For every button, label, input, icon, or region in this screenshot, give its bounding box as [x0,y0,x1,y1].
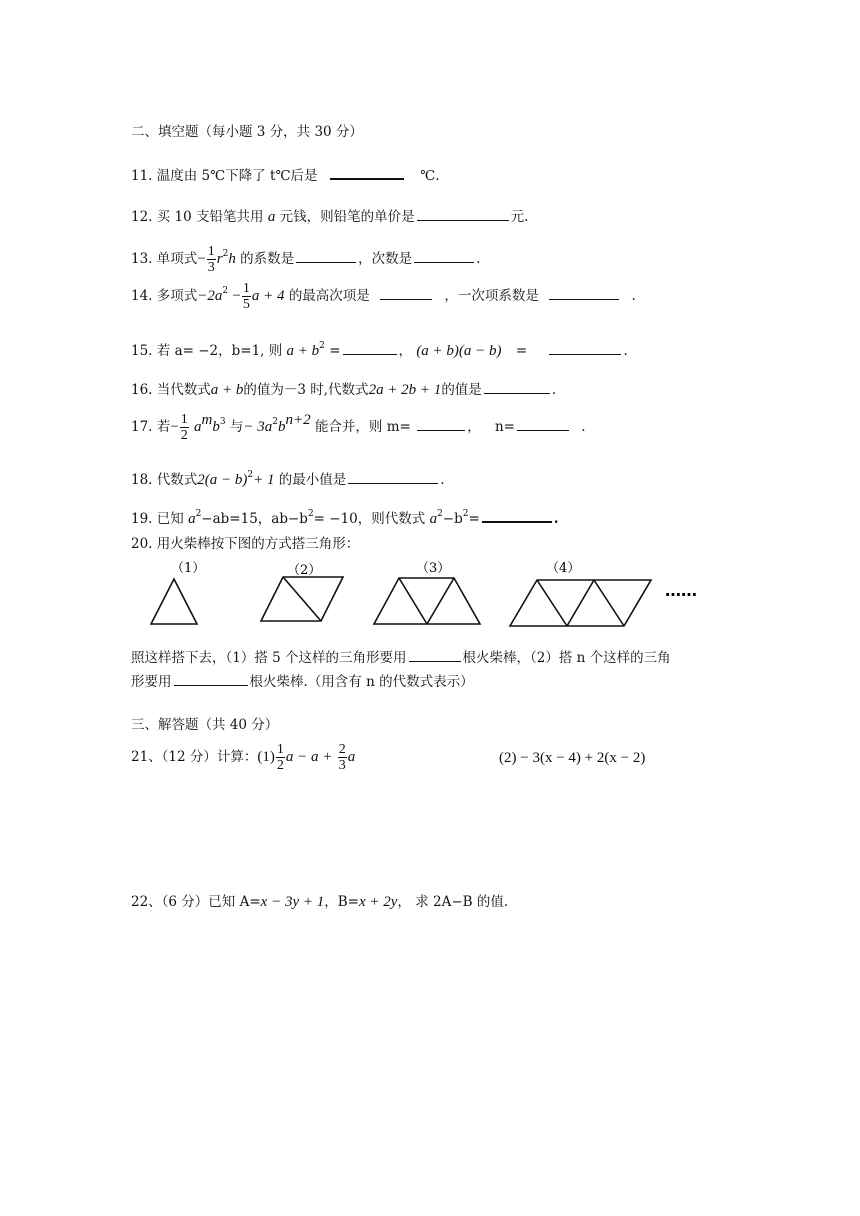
q14-exp: 2 [222,286,229,296]
q18-exp: 2 [247,470,254,480]
matchstick-triangles-figure [140,560,720,630]
q17-den: 2 [180,428,188,443]
q11-unit: ℃. [420,168,440,184]
q17-t1e: m [201,412,213,428]
q22-expr-a: x − 3y + 1 [260,894,325,910]
q19-t1: a [188,511,196,527]
q21-num-2: 2 [338,742,346,757]
q17-t2b: b [278,419,286,435]
q18-text: 18. 代数式 [131,472,198,488]
q19-t1e: 2 [195,509,202,519]
question-19 [131,505,559,528]
q21-den-2: 3 [338,758,346,773]
q13-num: 1 [207,244,215,259]
q12-var: a [267,209,276,225]
question-17 [131,411,586,443]
q18-expr: 2(a − b) [197,472,248,488]
q17-end: . [581,419,586,435]
q21-num-1: 1 [276,742,284,757]
q16-text: 16. 当代数式 [131,382,211,398]
q21-fraction-1 [276,742,285,773]
question-20: 20. 用火柴棒按下图的方式搭三角形： [131,536,360,552]
q13-blank-1[interactable] [296,250,356,263]
q14-den: 5 [242,297,250,312]
q17-text: 17. 若 [131,419,171,435]
q19-t1be: 2 [307,509,314,519]
q22-text-c: ， 求 2A−B 的值. [397,894,509,910]
question-16 [131,381,556,399]
question-13 [131,244,480,275]
figure-label-4: （4） [546,561,581,576]
q17-blank-m[interactable] [417,418,465,431]
q12-text: 12. 买 10 支铅笔共用 [131,209,264,225]
triangle-figure-1 [151,579,197,624]
question-21-part-2 [499,749,645,767]
q16-text-b: 的值为－3 时,代数式 [243,382,369,398]
q14-num: 1 [242,281,250,296]
figure-label-3: （3） [416,561,451,576]
q20-line2-text-b: 根火柴棒.（用含有 n 的代数式表示） [249,674,474,690]
q22-text: 22、（6 分）已知 A= [131,894,261,910]
q17-t2e: 2 [272,417,279,427]
q16-text-c: 的值是 [441,382,482,398]
figure-label-2: （2） [287,563,322,578]
q14-term2: a + 4 [251,288,285,304]
q18-expr2: + 1 [253,472,275,488]
q13-den: 3 [207,260,215,275]
q13-end: . [476,251,481,267]
q15-comma: ， [398,343,413,359]
question-20-part-2 [131,673,474,691]
question-20-part-1 [131,649,671,667]
figure-label-1: （1） [171,561,206,576]
q16-blank[interactable] [484,381,550,394]
q21-part1-label: (1) [257,749,275,765]
q22-text-b: ，B= [324,894,359,910]
q20-line1-text-a: 照这样搭下去，（1）搭 5 个这样的三角形要用 [131,650,407,666]
q18-end: . [440,472,445,488]
triangle-figure-2-diagonal [283,577,321,621]
q15-expr1: a + b [286,343,320,359]
q20-blank-2[interactable] [174,673,248,686]
question-11 [131,166,440,185]
q21-den-1: 2 [276,758,284,773]
q20-line1-text-b: 根火柴棒，（2）搭 n 个这样的三角 [462,650,671,666]
triangle-figure-3 [374,578,480,624]
q14-term1: −2a [197,288,223,304]
triangle-figure-4-edge-b [567,580,594,626]
section-3-heading: 三、解答题（共 40 分） [131,717,279,733]
q12-unit: 元. [510,209,529,225]
q14-text-c: ，一次项系数是 [444,288,539,304]
q17-neg: − [170,419,179,435]
q15-eq2: = [515,343,528,359]
section-2-heading: 二、填空题（每小题 3 分，共 30 分） [131,124,363,140]
q13-text: 13. 单项式 [131,251,198,267]
q14-text-b: 的最高次项是 [288,288,370,304]
q17-t2: − 3a [243,419,273,435]
q19-t2b: −b [442,511,463,527]
q15-text: 15. 若 [131,343,171,359]
q19-t2e: 2 [437,509,443,519]
q14-blank-2[interactable] [549,287,619,300]
q15-blank-1[interactable] [343,342,397,355]
q19-end: . [553,511,559,527]
triangle-figure-3-edge-b [427,578,454,624]
q22-expr-b: x + 2y [358,894,398,910]
q16-expr1: a + b [210,382,244,398]
q17-blank-n[interactable] [517,418,569,431]
q14-blank-1[interactable] [380,287,432,300]
q17-text-e: n= [494,419,515,435]
q13-var-h: h [228,251,236,267]
q19-t2be: 2 [462,509,469,519]
q17-t1: a [194,419,202,435]
triangle-figure-4-edge-a [537,580,567,626]
q17-fraction [180,412,189,443]
q14-text: 14. 多项式 [131,288,198,304]
question-14 [131,281,636,312]
q17-t1be: 3 [219,417,226,427]
q12-text-b: 元钱，则铅笔的单价是 [279,209,415,225]
q14-minus: − [232,288,241,304]
q13-var-r: r [216,251,223,267]
q19-t1c: = −10，则代数式 [313,511,426,527]
q15-end: . [623,343,628,359]
q15-exp: 2 [319,341,325,351]
q21-part2-expr: (2) − 3(x − 4) + 2(x − 2) [499,750,646,766]
q11-answer-blank[interactable] [330,166,404,180]
q17-text-b: 与 [229,419,244,435]
q20-blank-1[interactable] [409,649,461,662]
q15-eq: = [329,343,341,359]
q13-exp: 2 [222,249,229,259]
q12-answer-blank[interactable] [417,208,509,221]
q11-text: 11. 温度由 5℃下降了 t℃后是 [131,168,318,184]
q19-blank[interactable] [482,509,552,523]
q21-expr-2: a [347,749,356,765]
q13-fraction [207,244,216,275]
q17-num: 1 [180,412,188,427]
triangle-figure-3-edge-a [399,578,427,624]
q13-text-c: ，次数是 [358,251,413,267]
q19-text: 19. 已知 [131,511,184,527]
q17-t1b: b [212,419,220,435]
q13-neg: − [197,251,206,267]
q14-fraction [242,281,251,312]
q13-text-b: 的系数是 [240,251,295,267]
q21-expr-1: a − a + [285,749,333,765]
q15-blank-2[interactable] [549,342,621,355]
q19-t1b: −ab=15，ab−b [201,511,308,527]
q21-fraction-2 [338,742,347,773]
q15-expr2: (a + b)(a − b) [416,343,502,359]
q19-t2c: = [468,511,480,527]
q20-line2-text-a: 形要用 [131,674,172,690]
continuation-dots: …… [665,581,697,600]
question-22 [131,893,508,911]
triangle-figure-4-edge-c [594,580,624,626]
q17-t2be: n+2 [285,412,311,428]
q18-blank[interactable] [348,471,438,484]
q16-expr2: 2a + 2b + 1 [368,382,442,398]
question-18 [131,466,445,489]
q13-blank-2[interactable] [414,250,474,263]
q18-text-b: 的最小值是 [278,472,347,488]
q21-text: 21、（12 分）计算： [131,749,258,765]
question-12 [131,208,528,226]
question-21 [131,742,355,773]
q17-text-c: 能合并，则 m= [314,419,411,435]
q16-end: . [551,382,557,398]
q17-sep: ， [467,419,481,435]
q15-cond: a= −2，b=1, 则 [174,343,283,359]
q14-end: . [631,288,636,304]
question-15 [131,337,628,360]
q19-t2: a [429,511,438,527]
